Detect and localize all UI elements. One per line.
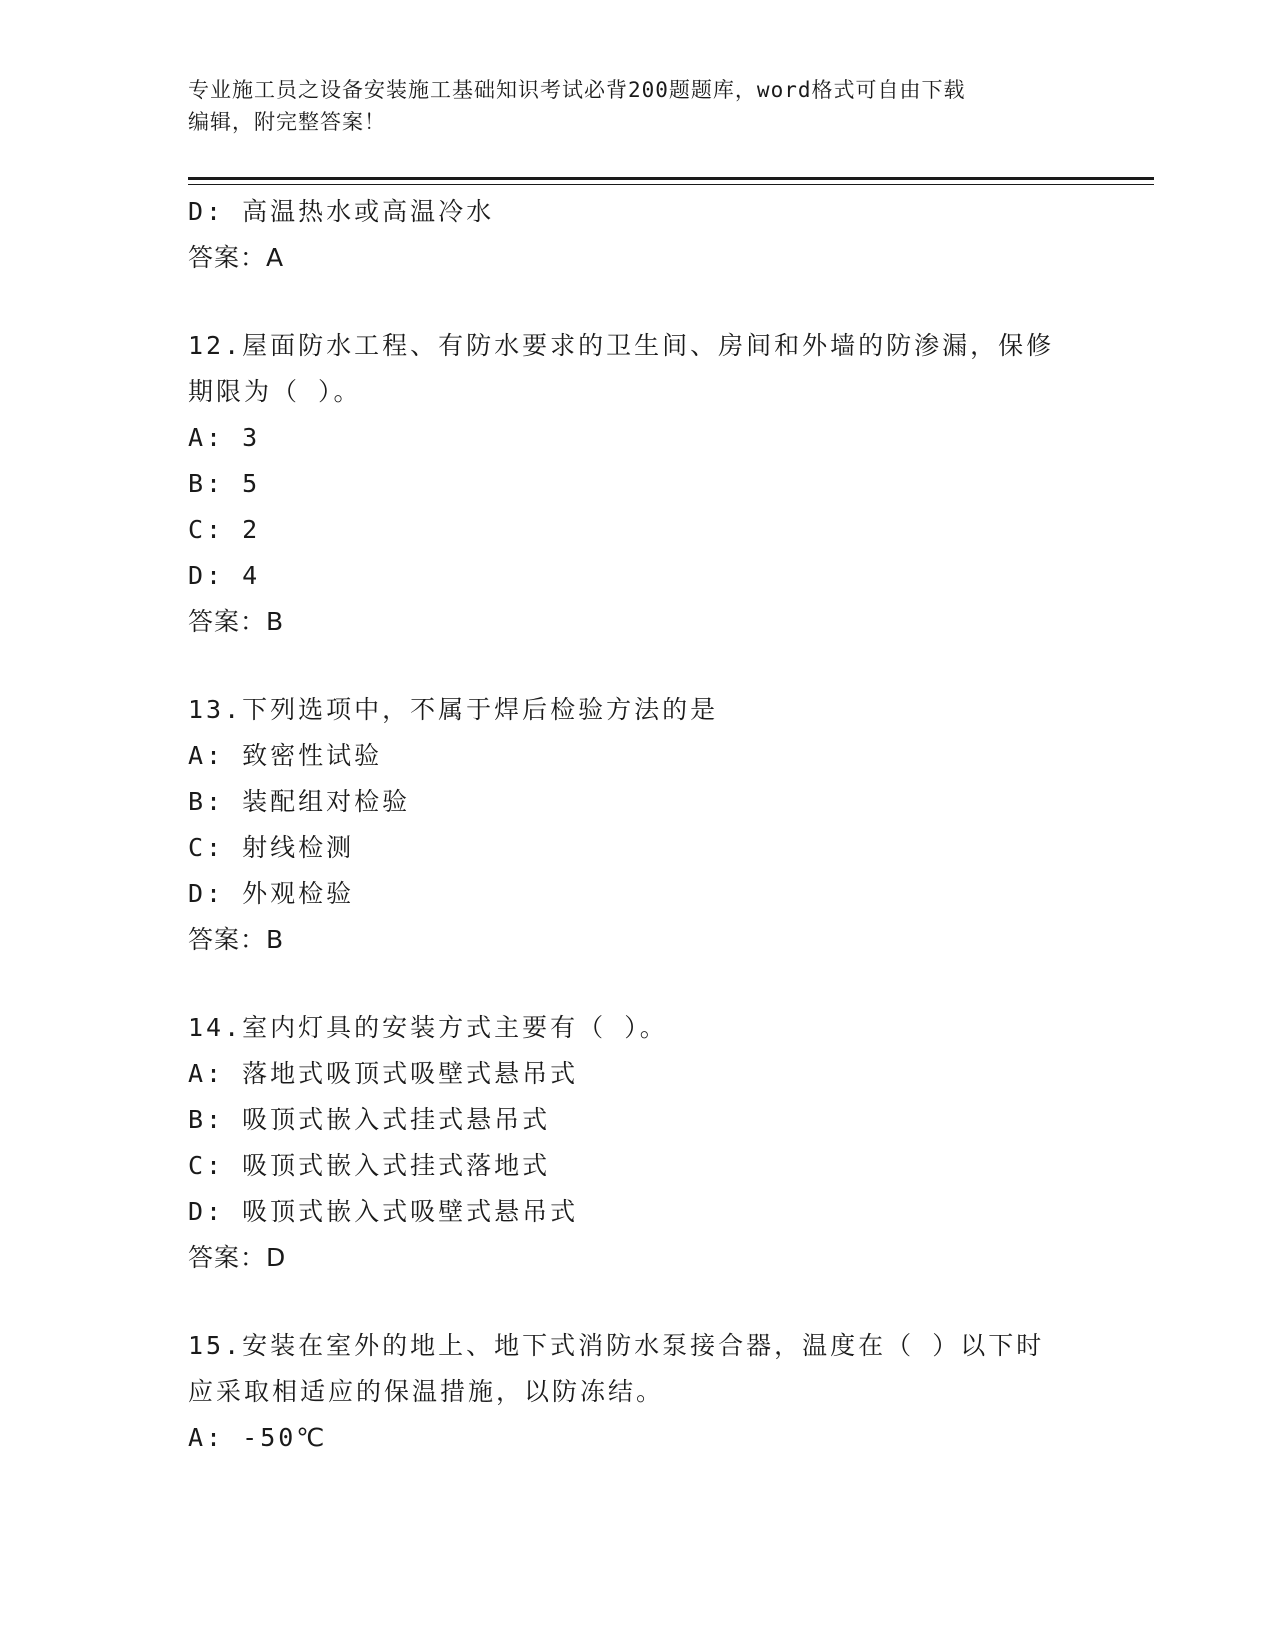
question-stem: 12.屋面防水工程、有防水要求的卫生间、房间和外墙的防渗漏，保修 [188,331,1055,360]
option-a: A: 致密性试验 [188,741,383,770]
question-stem-continued: 期限为（ ）。 [188,377,362,406]
option-a: A: -50℃ [188,1423,328,1452]
header-divider-thin [188,184,1154,185]
option-d: D: 吸顶式嵌入式吸壁式悬吊式 [188,1197,579,1226]
header-title-line-1: 专业施工员之设备安装施工基础知识考试必背200题题库，word格式可自由下载 [188,78,966,102]
option-d: D: 高温热水或高温冷水 [188,197,495,226]
question-stem: 14.室内灯具的安装方式主要有（ ）。 [188,1013,668,1042]
answer-line: 答案：A [188,243,285,272]
question-content [188,189,1088,1461]
question-12 [188,323,1088,645]
option-a: A: 落地式吸顶式吸壁式悬吊式 [188,1059,579,1088]
option-b: B: 装配组对检验 [188,787,411,816]
option-d: D: 4 [188,561,261,590]
option-c: C: 2 [188,515,261,544]
option-b: B: 吸顶式嵌入式挂式悬吊式 [188,1105,551,1134]
answer-line: 答案：B [188,925,285,954]
question-15 [188,1323,1088,1461]
document-header [188,74,1088,138]
option-a: A: 3 [188,423,261,452]
header-divider-thick [188,177,1154,180]
question-13 [188,687,1088,963]
option-c: C: 射线检测 [188,833,355,862]
question-stem-continued: 应采取相适应的保温措施，以防冻结。 [188,1377,665,1406]
answer-line: 答案：D [188,1243,287,1272]
answer-line: 答案：B [188,607,285,636]
question-14 [188,1005,1088,1281]
question-stem: 15.安装在室外的地上、地下式消防水泵接合器，温度在（ ）以下时 [188,1331,1045,1360]
previous-question-tail [188,189,1088,281]
option-b: B: 5 [188,469,261,498]
option-c: C: 吸顶式嵌入式挂式落地式 [188,1151,551,1180]
header-title-line-2: 编辑，附完整答案！ [188,110,386,134]
question-stem: 13.下列选项中，不属于焊后检验方法的是 [188,695,719,724]
option-d: D: 外观检验 [188,879,355,908]
